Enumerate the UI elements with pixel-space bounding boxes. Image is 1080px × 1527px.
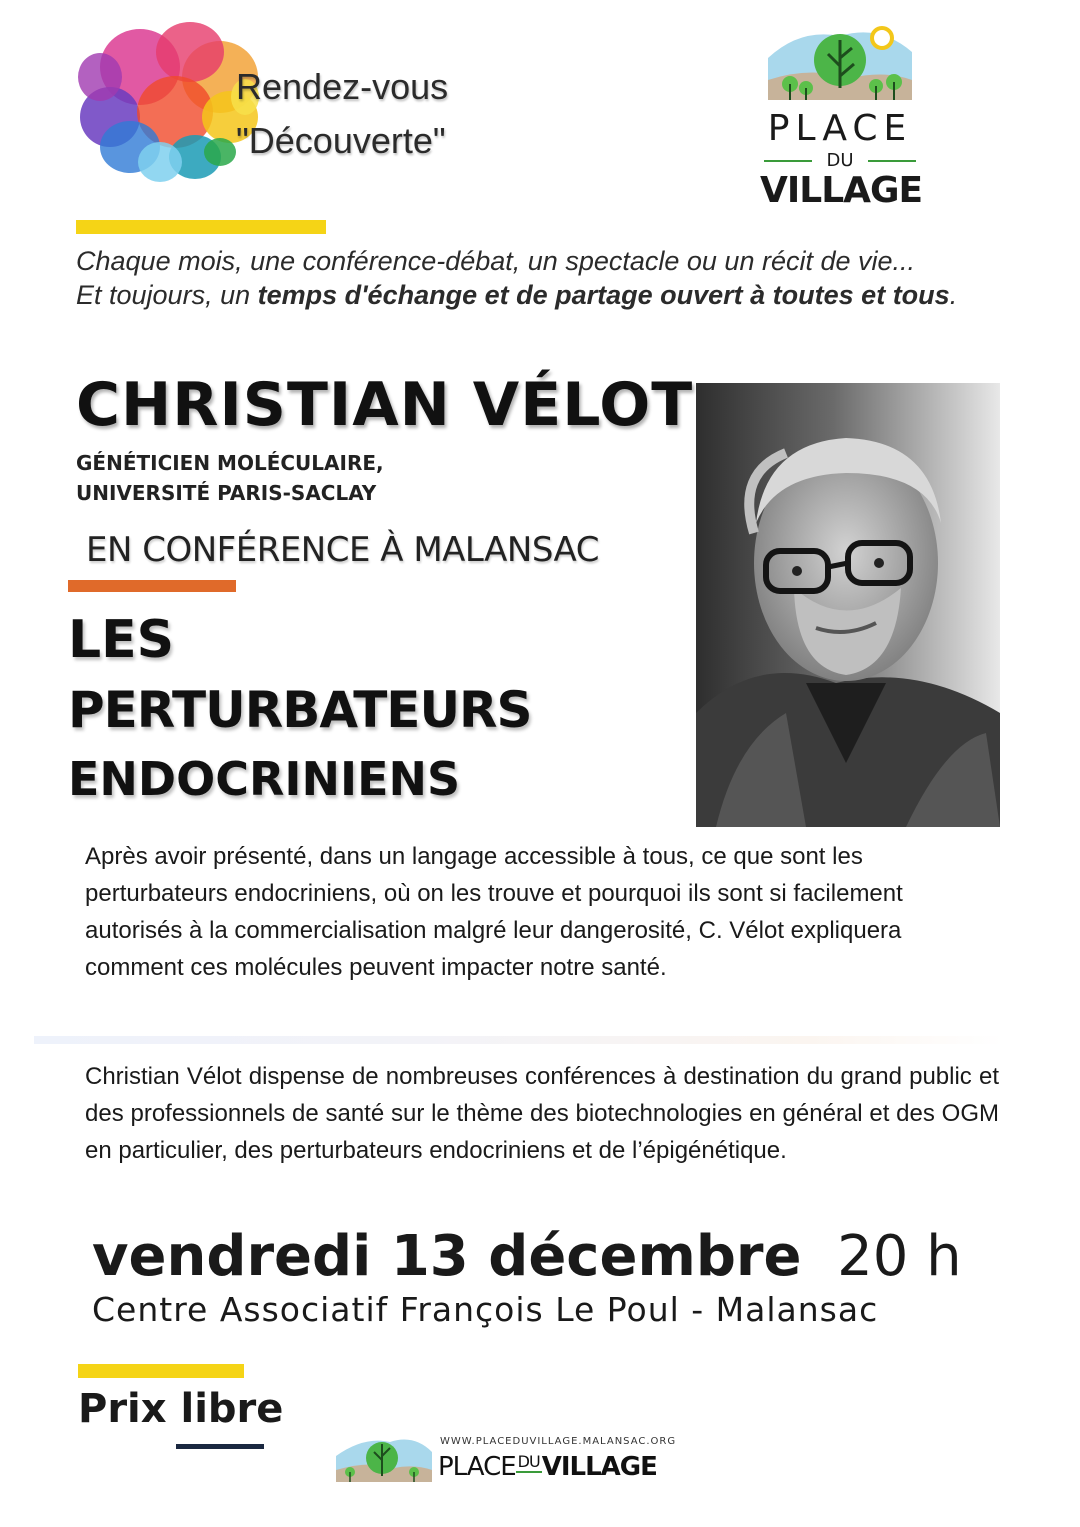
rendez-vous-title bbox=[236, 60, 448, 168]
intro-line1: Chaque mois, une conférence-débat, un spectacle ou un récit de vie... bbox=[76, 246, 916, 276]
footer-logo bbox=[334, 1430, 694, 1492]
intro-line2-suffix: . bbox=[949, 280, 958, 310]
talk-title-line1: LES bbox=[68, 610, 175, 670]
footer-du: DU bbox=[517, 1452, 540, 1471]
speaker-role bbox=[76, 448, 384, 508]
logo-divider-right bbox=[868, 160, 916, 162]
price-word2: libre bbox=[180, 1386, 284, 1432]
tree-logo-icon bbox=[760, 18, 920, 108]
rendez-vous-line1: Rendez-vous bbox=[236, 66, 449, 107]
talk-title-line3: ENDOCRINIENS bbox=[68, 752, 461, 806]
place-du-village-logo bbox=[760, 18, 923, 218]
intro-line2-prefix: Et toujours, un bbox=[76, 280, 258, 310]
intro-text bbox=[76, 244, 957, 312]
tree-logo-icon bbox=[334, 1430, 434, 1486]
event-date: vendredi 13 décembre bbox=[92, 1224, 802, 1289]
footer-village: VILLAGE bbox=[541, 1452, 657, 1482]
talk-title-line2: PERTURBATEURS bbox=[68, 681, 532, 739]
footer-url[interactable]: WWW.PLACEDUVILLAGE.MALANSAC.ORG bbox=[440, 1436, 677, 1447]
yellow-accent-bar-bottom bbox=[78, 1364, 244, 1378]
price-label bbox=[78, 1386, 283, 1432]
event-venue: Centre Associatif François Le Poul - Malansac bbox=[92, 1290, 879, 1329]
yellow-accent-bar bbox=[76, 220, 326, 234]
intro-line2-bold: temps d'échange et de partage ouvert à toutes et tous bbox=[257, 280, 950, 310]
bio-paragraph: Christian Vélot dispense de nombreuses conférences à destination du grand public et des professionnels de santé sur le thème des biotechnologies en général et des OGM en particulier, des perturbateurs endocriniens et de l’épigénétique. bbox=[85, 1063, 999, 1164]
speaker-photo bbox=[696, 383, 1000, 827]
price-underline bbox=[176, 1444, 264, 1449]
event-time: 20 h bbox=[837, 1224, 962, 1289]
logo-village-text: VILLAGE bbox=[760, 170, 923, 211]
description-paragraph: Après avoir présenté, dans un langage accessible à tous, ce que sont les perturbateurs endocriniens, où on les trouve et pourquoi ils sont si facilement autorisés à la commercialisation malgré leur dangerosité, C. Vélot expliquera comment ces molécules peuvent impacter notre santé. bbox=[85, 843, 903, 981]
speaker-role-line2: UNIVERSITÉ PARIS-SACLAY bbox=[76, 481, 377, 505]
conference-location: EN CONFÉRENCE À MALANSAC bbox=[86, 530, 599, 570]
logo-du-text: DU bbox=[826, 150, 854, 171]
orange-accent-bar bbox=[68, 580, 236, 592]
speaker-name: CHRISTIAN VÉLOT bbox=[76, 370, 694, 440]
intro-line2 bbox=[76, 278, 957, 312]
section-divider bbox=[34, 1036, 1004, 1044]
footer-place: PLACE bbox=[438, 1452, 516, 1482]
logo-place-text: PLACE bbox=[767, 108, 913, 149]
rendez-vous-line2: "Découverte" bbox=[236, 120, 446, 161]
event-date-time bbox=[92, 1224, 962, 1289]
speaker-role-line1: GÉNÉTICIEN MOLÉCULAIRE, bbox=[76, 451, 384, 475]
footer-name bbox=[438, 1452, 657, 1482]
speech-bubbles-icon bbox=[70, 22, 260, 192]
logo-du-row bbox=[760, 150, 920, 172]
talk-title bbox=[68, 608, 532, 810]
price-word1: Prix bbox=[78, 1386, 167, 1432]
